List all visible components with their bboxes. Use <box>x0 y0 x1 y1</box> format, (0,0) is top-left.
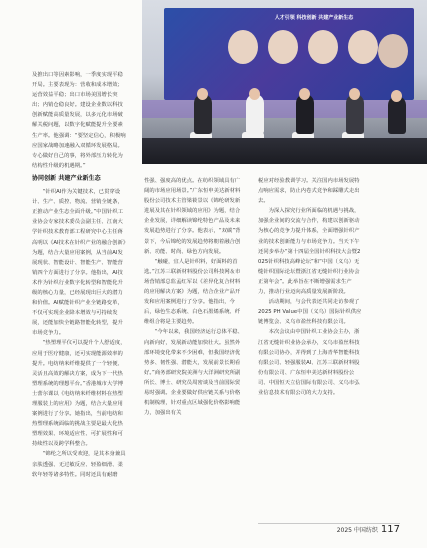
section-heading: 协同创新 共建产业新生态 <box>32 174 101 182</box>
article-column-2 <box>144 176 245 520</box>
audience-foreground <box>142 138 427 164</box>
panelist <box>296 94 314 134</box>
article-paragraph: 税应对经验教训学习。关注国内市场发展特点响应需求，防止内卷式竞争和踩雕式走出去。 <box>258 178 360 205</box>
panelist <box>246 94 264 134</box>
speaker-portrait <box>228 30 258 64</box>
article-paragraph: 为深入探究行业所面临的机遇与挑战，加强企业间的交流与合作，构建以创新驱动为核心的竞争力提升体系，全面增强针织产业的技术创新能力与市场竞争力。当天下午还同步举办“第十四届全国针织科技大会暨2025针织科技高峰论坛”和“中国（义乌）无缝针织国际论坛暨浙江省无缝针织行业协会正第年会”。此举旨在不断增强需求生产力，推动行业迈向高质量发展新阶段。 <box>258 208 361 296</box>
magazine-name: 2025 中国纺织 <box>336 527 378 534</box>
panelist <box>346 94 364 134</box>
speaker-portrait <box>268 30 298 64</box>
panelist-head <box>299 88 310 100</box>
article-paragraph: “今年以来，我国经济运行总体平稳、向新向好，发展新动能加快壮大。虽然外部环境变化带来不少困难，但我国经济优势多、韧性强、潜能大，发展前景长期看好。”商务部研究院美洲与大洋洲研究所副所长、博士、研究员周密谈及当前国际贸易时强调。企业要做好供应链关系与价格机制梳理，针对重点区域强化价格影响能力，加强出有关 <box>144 329 243 417</box>
panelist-head <box>249 88 260 100</box>
article-paragraph: “触碰，宜人是针织料，好面料的首选。”江苏三联新材料股份公司科技网＆市场营销部总监孟红军以《差异化复合材料的应用解决方案》为题，结合企业产品开发和应用案例进行了分享。他指出，今后，绿色生态系统、白色石墨烯系统、纤维组合将是主要趋势。 <box>144 258 241 326</box>
article-paragraph: 活动期间，与会代表还共同走访参观了2025 PH Value中国（义乌）国际针织供应链博览会、义乌市盈丝科技有限公司。 <box>258 299 362 326</box>
article-paragraph: “锦纶之所以受欢迎，是其本身兼具亲肤透强、无过敏反应、轻盈细滑、柔软年轻等诸多特性。同时还具有耐磨 <box>32 451 126 478</box>
article-column-3 <box>258 176 362 520</box>
article-paragraph: “针织AI作为关键技术，已贯穿设计、生产、质控、物流、营销全链条，正推动产业生态全面升级。”中国针织工业协会专家技术委员会副主任、江南大学针织技术教育部工程研究中心主任蒋高明以《AI技术在针织产业的融合创新》为题，结合大量应用案例，从当前AI发展现状、智能设计、智能生产、智能营销四个方面进行了分享。他指出，AI技术作为针织行业数字化转型和智能化升级的核心力量，已经展现出巨大的潜力和价值。AI赋能针织产业全链路变革，不仅可实现企业降本增效与可持续发展，还能加快全链路智能化转型，提升市场竞争力。 <box>32 189 126 337</box>
panelist <box>194 94 212 134</box>
stage-band <box>142 100 427 118</box>
panelist-head <box>391 90 402 102</box>
speaker-portrait <box>348 30 378 64</box>
forum-stage-photo <box>142 0 427 164</box>
article-column-1 <box>32 70 128 520</box>
page-footer <box>337 524 400 535</box>
screen-title: 人才引领 科技创新 共建产业新生态 <box>274 15 354 21</box>
article-paragraph: 及推出口等因素影响，一季度实现平稳开局。主要表现为：营收和成本增效；运营效益平稳；出口市场美国增长突出；内销仓稳良好。建设企业数以科技创新赋能高质量发展，以多元化市场破解关税问题，以数字化赋能提升全要素生产率。他强调：“要坚定信心，积极响应国家战略加速融入双循环发展格局。专心做好自己的事，将外部压力转化为结构性升级的机遇期。” <box>32 72 126 169</box>
stage-screen <box>164 8 414 100</box>
panelist-head <box>349 88 360 100</box>
panelist-head <box>197 88 208 100</box>
article-paragraph: 本次会议由中国针织工业协会主办，浙江省无缝针织业协会承办，义乌市盈丝科技有限公司协办，并得到了上海青华智能科技有限公司、轻强服装AI、江苏三联新材料股份有限公司、广东恒申美达新材料股份公司、中国恒天立信国际有限公司、义乌市弘业信息技术有限公司的大力支持。 <box>258 329 360 396</box>
page-number: 117 <box>380 524 400 535</box>
speaker-portrait <box>308 30 338 64</box>
article-paragraph: “热塑理平仪可以提升个人舒适度，应用于医疗健康，还可实现能源效率的提升。电纺纳米纤维提供了一个轻便、灵活且高效的解决方案，成为下一代热塑理系统的理想平台。”香港城市大学博士蕾尔课以《电纺纳米纤维材料在热塑理服装上的应用》为题，结合大量应用案例进行了分享。她指出，当前电纺和热塑理系统面临的挑战主要是最大化热塑理效果、环境适应性、可扩展性和可持续性以及跨学科整合。 <box>32 340 126 448</box>
speaker-portrait <box>378 34 408 68</box>
article-paragraph: 性强、强度高的优点。在纺织领域具有广阔的市场应用场景。”广东恒申美达新材料股份公司技术主管梁筱景以《锦纶研发新进展及其在针织领域的应用》为题，结合企业发展，详细解读锦纶特色产品及未来发展趋势进行了分享。他表示，“双碳”背景下，今后锦纶的发展趋势将朝着融合创新、功能、时尚、绿色方向发展。 <box>144 178 241 255</box>
